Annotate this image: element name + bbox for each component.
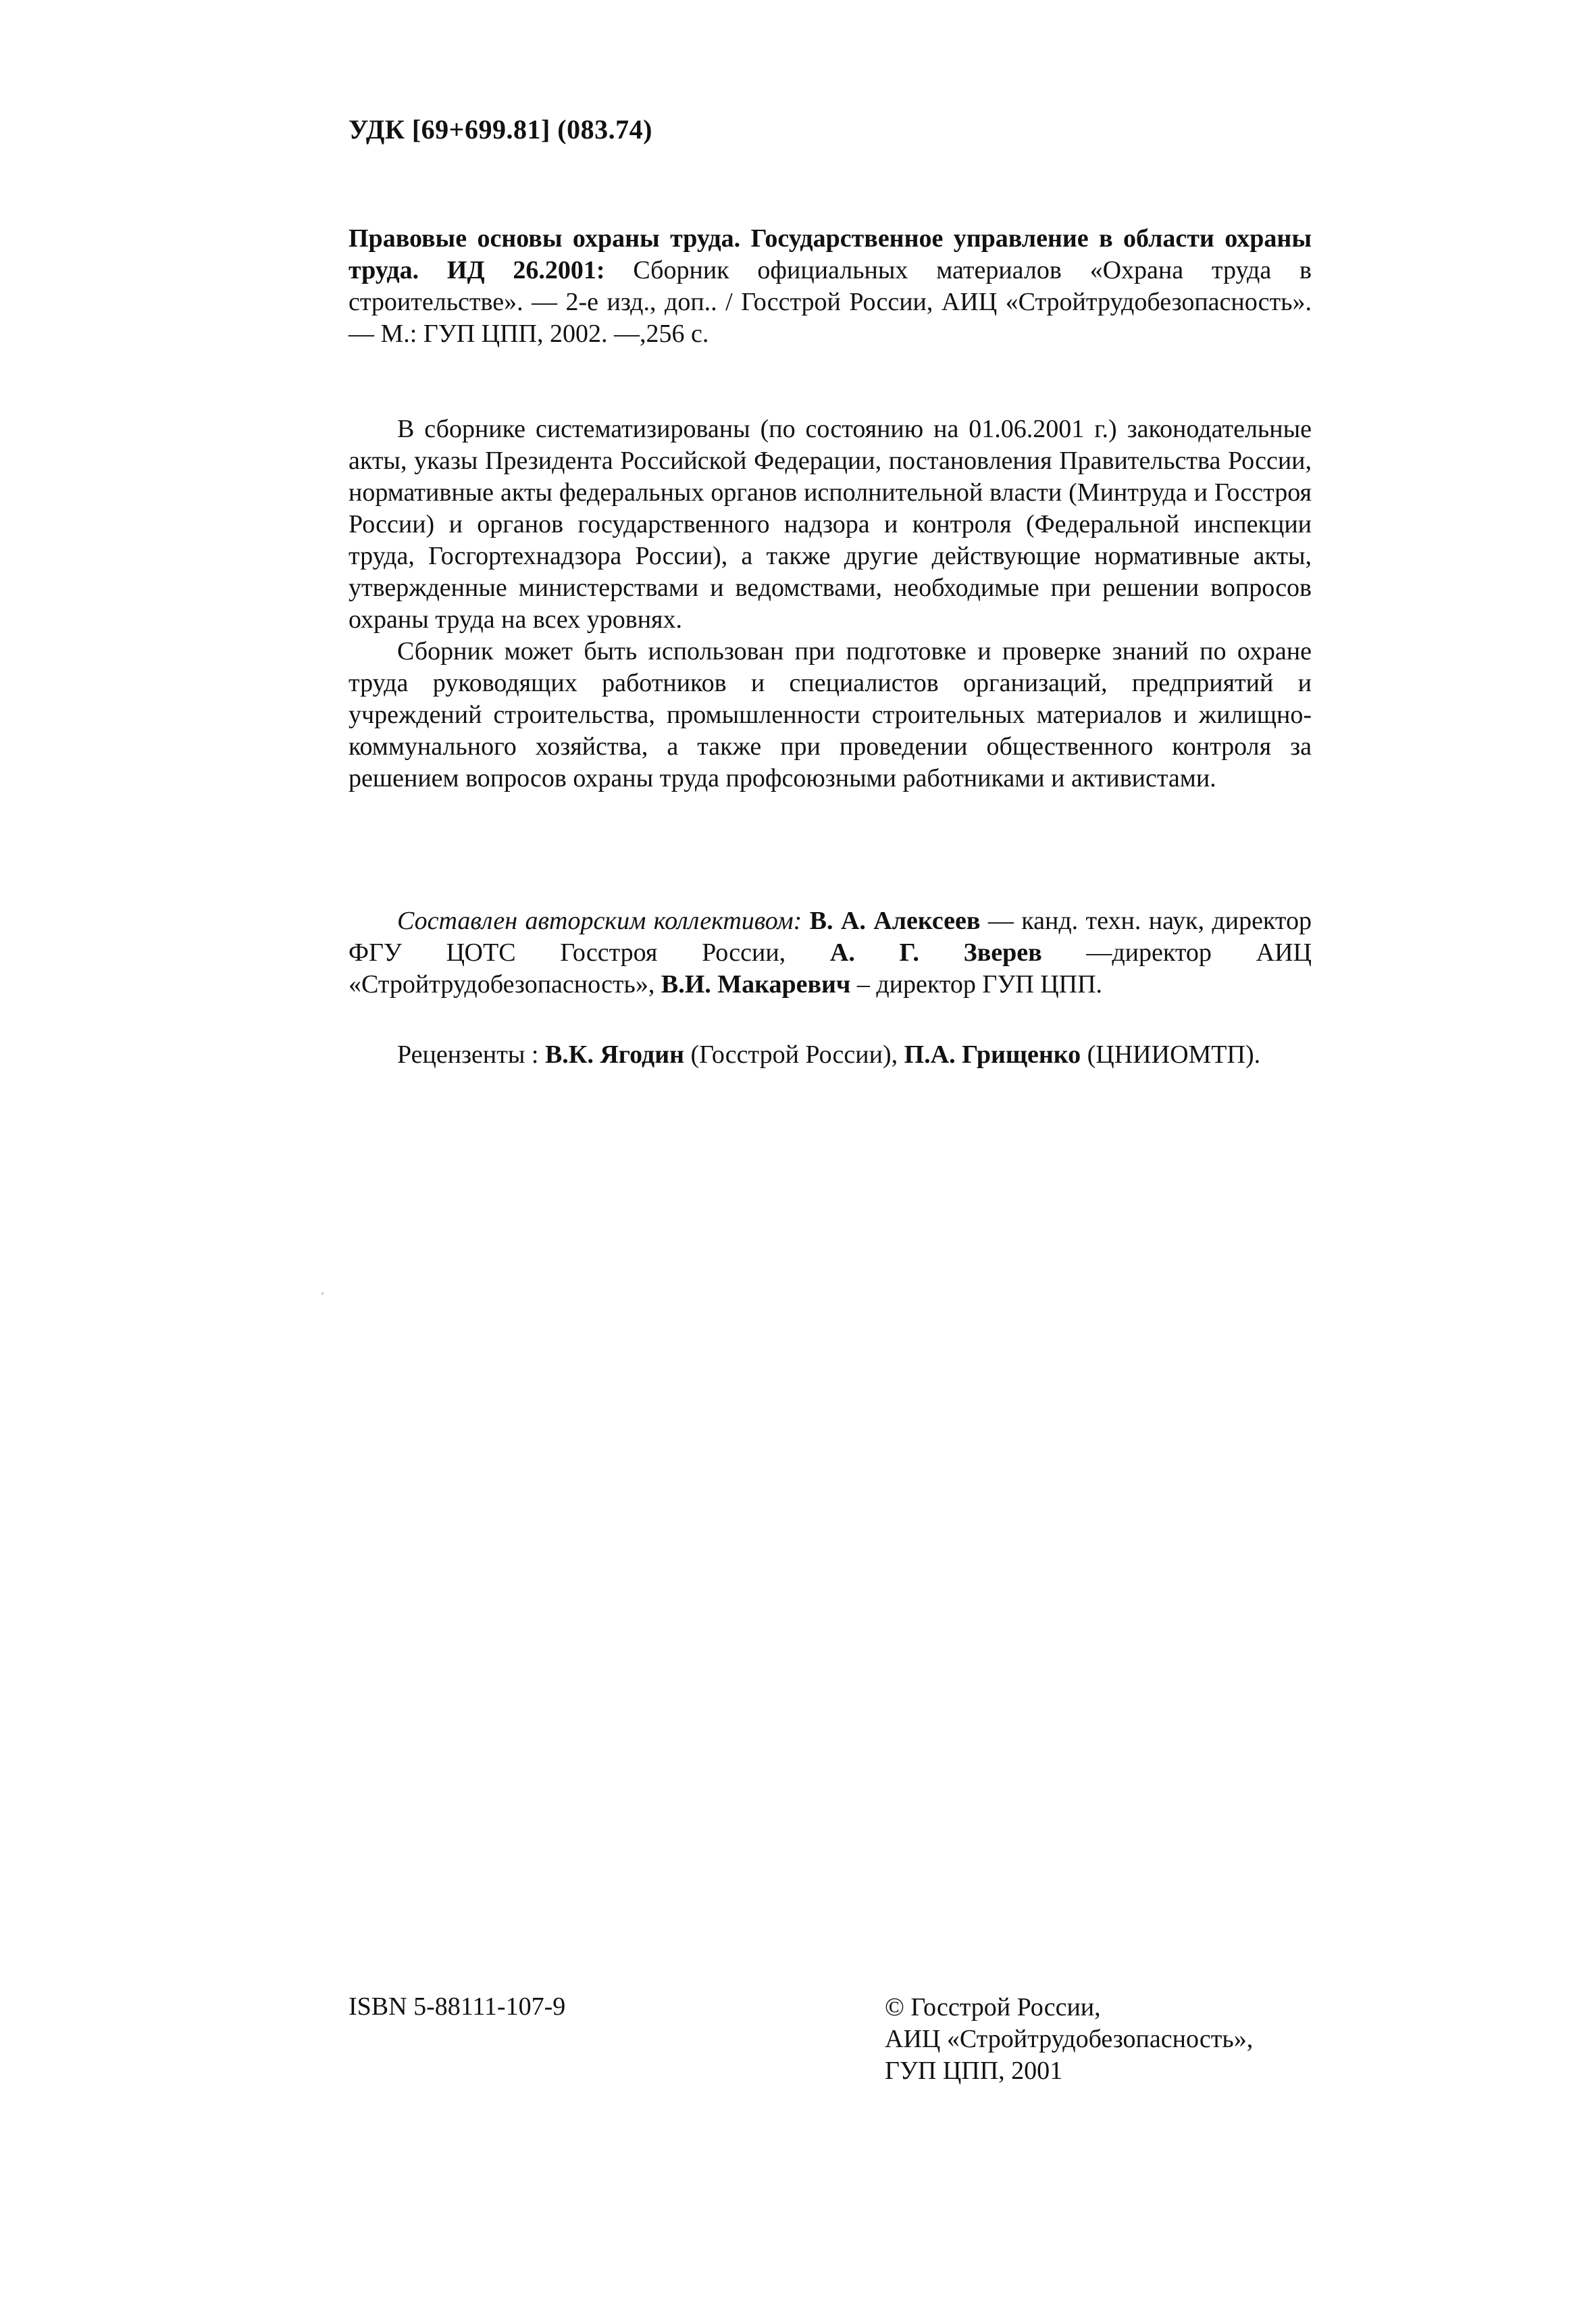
udk-code: УДК [69+699.81] (083.74)	[349, 114, 652, 145]
author-name: А. Г. Зверев	[829, 938, 1042, 967]
author-name: В.И. Макаревич	[661, 970, 851, 999]
reviewers-lead: Рецензенты :	[397, 1040, 545, 1069]
annotation	[349, 413, 1312, 795]
copyright-line: АИЦ «Стройтрудобезопасность»,	[885, 2025, 1254, 2053]
bibliographic-title: Правовые основы охраны труда. Государственное управление в области охраны труда. ИД 26.2001:	[349, 224, 1312, 284]
bibliographic-record	[349, 223, 1312, 350]
annotation-paragraph: Сборник может быть использован при подготовке и проверке знаний по охране труда руководящих работников и специалистов организаций, предприятий и учреждений строительства, промышленности строительных материалов и жилищно-коммунального хозяйства, а также при проведении общественного контроля за решением вопросов охраны труда профсоюзными работниками и активистами.	[349, 637, 1312, 793]
copyright-notice	[885, 1992, 1253, 2087]
authors-lead: Составлен авторским коллективом:	[397, 907, 802, 935]
reviewer-name: П.А. Грищенко	[904, 1040, 1081, 1069]
reviewer-org: (Госстрой России),	[684, 1040, 904, 1069]
copyright-line: ГУП ЦПП, 2001	[885, 2057, 1063, 2085]
reviewers-note	[349, 1039, 1312, 1071]
reviewer-name: В.К. Ягодин	[544, 1040, 685, 1069]
isbn-number: ISBN 5-88111-107-9	[349, 1992, 566, 2021]
author-role: – директор ГУП ЦПП.	[850, 970, 1103, 999]
reviewer-org: (ЦНИИОМТП).	[1081, 1040, 1261, 1069]
authors-note	[349, 905, 1312, 1001]
author-role: — канд. техн. наук, директор ФГУ ЦОТС Госстроя России,	[349, 907, 1312, 967]
author-role: —директор АИЦ «Стройтрудобезопасность»,	[349, 938, 1312, 999]
scan-speck	[321, 1292, 324, 1294]
annotation-paragraph: В сборнике систематизированы (по состоянию на 01.06.2001 г.) законодательные акты, указы Президента Российской Федерации, постановления Правительства России, нормативные акты федеральных органов исполнительной власти (Минтруда и Госстроя России) и органов государственного надзора и контроля (Федеральной инспекции труда, Госгортехнадзора России), а также другие действующие нормативные акты, утвержденные министерствами и ведомствами, необходимые при решении вопросов охраны труда на всех уровнях.	[349, 415, 1312, 634]
bibliographic-description: Сборник официальных материалов «Охрана труда в строительстве». — 2-е изд., доп.. / Госстрой России, АИЦ «Стройтрудобезопасность». — М.: ГУП ЦПП, 2002. —,256 с.	[349, 256, 1312, 348]
copyright-line: © Госстрой России,	[885, 1993, 1101, 2021]
author-name: В. А. Алексеев	[809, 907, 981, 935]
